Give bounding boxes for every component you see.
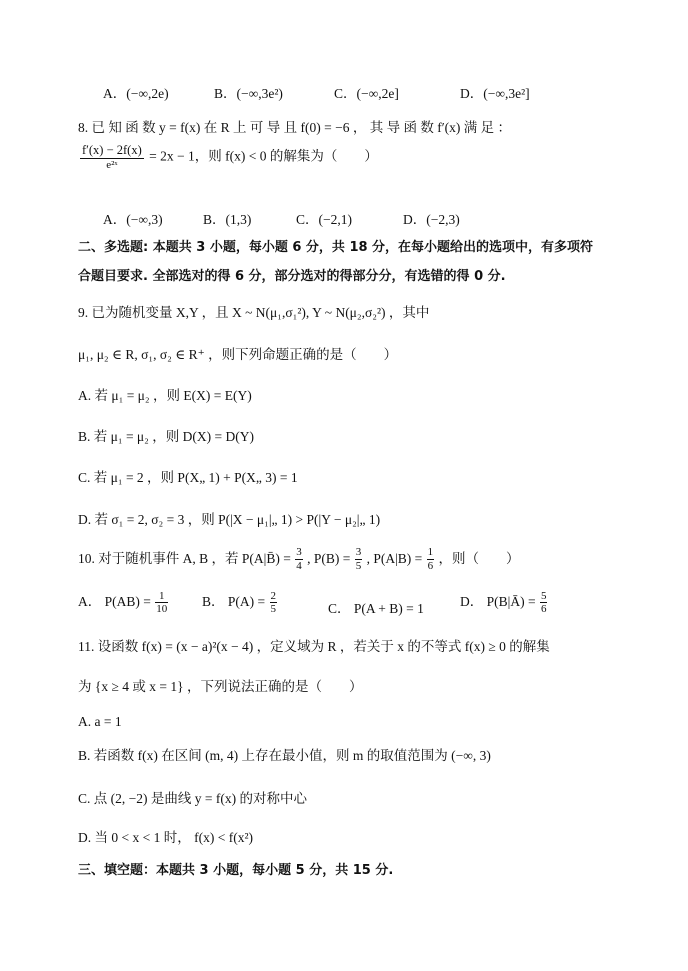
q10-option-b [202, 590, 278, 615]
q10-option-d-fraction [540, 590, 548, 615]
q7-option-b: B．(−∞,3e²) [214, 86, 283, 101]
q7-option-a: A．(−∞,2e) [103, 86, 169, 101]
q7-option-c: C．(−∞,2e] [334, 86, 399, 101]
q9-option-b: B. 若 μ₁ = μ₂ ，则 D(X) = D(Y) [78, 429, 254, 444]
q8-fraction [80, 143, 144, 172]
q10-option-a [78, 590, 169, 615]
q10-fraction-1-num: 3 [295, 546, 303, 560]
q10-fraction-2-den: 5 [355, 560, 362, 573]
q8-option-b: B．(1,3) [203, 212, 252, 227]
q10-option-c: C． P(A + B) = 1 [328, 601, 424, 616]
q10-option-b-num: 2 [270, 590, 276, 603]
q7-option-d: D．(−∞,3e²] [460, 86, 530, 101]
q10-option-d-den: 6 [540, 603, 547, 616]
q10-option-d-text: D． P(B|Ā) = [460, 594, 536, 609]
q9-option-d: D. 若 σ₁ = 2, σ₂ = 3 ，则 P(|X − μ₁|„ 1) > P(|Y − μ₂|„ 1) [78, 512, 381, 527]
q11-option-d: D. 当 0 < x < 1 时， f(x) < f(x²) [78, 830, 253, 845]
q10-option-a-num: 1 [155, 590, 168, 603]
q10-option-a-den: 10 [156, 603, 168, 616]
q10-fraction-3-den: 6 [427, 560, 434, 573]
q10-option-b-text: B． P(A) = [202, 594, 266, 609]
q11-stem-line1: 11. 设函数 f(x) = (x − a)²(x − 4) ，定义域为 R ，若关于 x 的不等式 f(x) ≥ 0 的解集 [78, 639, 550, 654]
q10-stem-mid1: , P(B) = [307, 550, 351, 566]
q10-stem [78, 546, 520, 573]
q9-stem-line1: 9. 已为随机变量 X,Y ，且 X ~ N(μ₁,σ₁²), Y ~ N(μ₂,σ₂²) ，其中 [78, 305, 430, 320]
section3-heading: 三、填空题：本题共 3 小题，每小题 5 分，共 15 分. [78, 863, 394, 878]
q10-option-d [460, 590, 548, 615]
q8-fraction-denominator: e²ˣ [106, 159, 118, 171]
q9-option-c: C. 若 μ₁ = 2 ，则 P(X„ 1) + P(X„ 3) = 1 [78, 470, 298, 485]
q8-stem-line2 [78, 143, 378, 172]
q9-stem-line2: μ₁, μ₂ ∈ R, σ₁, σ₂ ∈ R⁺ ，则下列命题正确的是（ ） [78, 347, 398, 362]
q10-stem-mid2: , P(A|B) = [366, 550, 423, 566]
q8-option-a: A．(−∞,3) [103, 212, 163, 227]
q8-option-d: D．(−2,3) [403, 212, 460, 227]
q11-option-a: A. a = 1 [78, 714, 122, 729]
q11-option-b: B. 若函数 f(x) 在区间 (m, 4) 上存在最小值，则 m 的取值范围为 (−∞, 3) [78, 748, 491, 763]
q9-option-a: A. 若 μ₁ = μ₂ ，则 E(X) = E(Y) [78, 388, 252, 403]
q8-option-c: C．(−2,1) [296, 212, 352, 227]
q11-option-c: C. 点 (2, −2) 是曲线 y = f(x) 的对称中心 [78, 791, 307, 806]
q10-option-a-fraction [155, 590, 168, 615]
q8-stem-line1: 8. 已 知 函 数 y = f(x) 在 R 上 可 导 且 f(0) = −6 ， 其 导 函 数 f′(x) 满 足 ： [78, 120, 512, 135]
q10-fraction-3 [427, 546, 435, 573]
q10-stem-suffix: ，则（ ） [438, 550, 520, 566]
q10-option-d-num: 5 [540, 590, 547, 603]
q8-stem-rest: = 2x − 1，则 f(x) < 0 的解集为（ ） [149, 148, 378, 164]
q10-fraction-2-num: 3 [355, 546, 363, 560]
q10-stem-prefix: 10. 对于随机事件 A, B ，若 P(A|B̄) = [78, 550, 291, 566]
q10-option-b-fraction [270, 590, 278, 615]
q8-fraction-numerator: f′(x) − 2f(x) [82, 143, 142, 157]
section2-heading-line1: 二、多选题: 本题共 3 小题，每小题 6 分，共 18 分，在每小题给出的选项中，有多项符 [78, 240, 594, 255]
q10-option-a-text: A． P(AB) = [78, 594, 151, 609]
q10-option-b-den: 5 [270, 603, 276, 616]
q10-fraction-1 [295, 546, 303, 573]
q10-fraction-3-num: 1 [427, 546, 435, 560]
q10-fraction-2 [355, 546, 363, 573]
q11-stem-line2: 为 {x ≥ 4 或 x = 1} ，下列说法正确的是（ ） [78, 679, 363, 694]
q10-fraction-1-den: 4 [296, 560, 302, 573]
section2-heading-line2: 合题目要求. 全部选对的得 6 分，部分选对的得部分分，有选错的得 0 分. [78, 269, 506, 284]
